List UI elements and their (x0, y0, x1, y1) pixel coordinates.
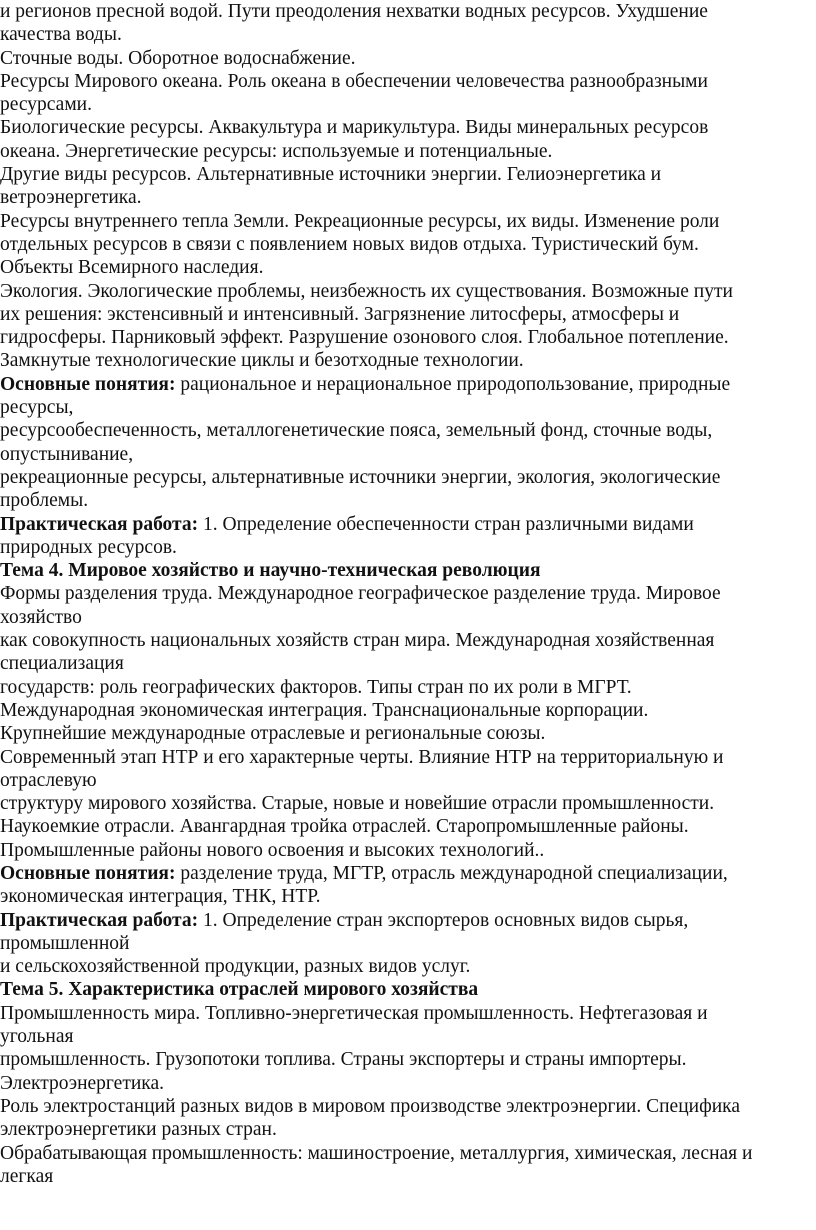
text-line (0, 373, 812, 396)
text-segment: рациональное и нерациональное природопользование, природные (175, 373, 731, 395)
text-segment: Биологические ресурсы. Аквакультура и марикультура. Виды минеральных ресурсов (0, 117, 709, 139)
text-segment: Наукоемкие отрасли. Авангардная тройка отраслей. Старопромышленные районы. (0, 816, 689, 838)
text-line (0, 978, 812, 1001)
text-line (0, 652, 812, 675)
text-line (0, 116, 812, 139)
text-segment: ресурсообеспеченность, металлогенетические пояса, земельный фонд, сточные воды, (0, 420, 713, 442)
text-segment: и регионов пресной водой. Пути преодоления нехватки водных ресурсов. Ухудшение (0, 1, 708, 22)
text-line (0, 932, 812, 955)
bold-text-segment: Основные понятия: (0, 862, 176, 884)
text-line (0, 0, 812, 23)
text-segment: специализация (0, 653, 124, 675)
text-line (0, 536, 812, 559)
text-line (0, 746, 812, 769)
text-segment: их решения: экстенсивный и интенсивный. Загрязнение литосферы, атмосферы и (0, 303, 680, 325)
text-segment: опустынивание, (0, 443, 134, 465)
text-line (0, 47, 812, 70)
text-line (0, 722, 812, 745)
text-line (0, 513, 812, 536)
text-segment: электроэнергетики разных стран. (0, 1119, 277, 1141)
text-line (0, 256, 812, 279)
bold-text-segment: Практическая работа: (0, 513, 199, 535)
text-line (0, 885, 812, 908)
text-line (0, 303, 812, 326)
text-segment: Международная экономическая интеграция. Транснациональные корпорации. (0, 699, 649, 721)
text-segment: Промышленные районы нового освоения и высоких технологий.. (0, 839, 545, 861)
text-line (0, 1072, 812, 1095)
text-line (0, 582, 812, 605)
text-segment: отраслевую (0, 769, 97, 791)
text-segment: рекреационные ресурсы, альтернативные источники энергии, экология, экологические (0, 466, 721, 488)
text-line (0, 699, 812, 722)
text-line (0, 210, 812, 233)
text-line (0, 396, 812, 419)
text-segment: угольная (0, 1026, 74, 1048)
text-segment: качества воды. (0, 24, 122, 46)
text-line (0, 1025, 812, 1048)
text-segment: проблемы. (0, 490, 89, 512)
text-segment: Промышленность мира. Топливно-энергетическая промышленность. Нефтегазовая и (0, 1002, 708, 1024)
bold-text-segment: Тема 4. Мировое хозяйство и научно-техническая революция (0, 560, 541, 582)
text-line (0, 629, 812, 652)
text-line (0, 862, 812, 885)
text-segment: 1. Определение обеспеченности стран различными видами (198, 513, 694, 535)
text-line (0, 419, 812, 442)
text-line (0, 1002, 812, 1025)
bold-text-segment: Тема 5. Характеристика отраслей мирового хозяйства (0, 979, 479, 1001)
text-segment: Крупнейшие международные отраслевые и региональные союзы. (0, 723, 546, 745)
text-segment: легкая (0, 1165, 54, 1187)
text-segment: Ресурсы внутреннего тепла Земли. Рекреационные ресурсы, их виды. Изменение роли (0, 210, 720, 232)
text-line (0, 955, 812, 978)
text-line (0, 70, 812, 93)
text-segment: Электроэнергетика. (0, 1072, 164, 1094)
text-segment: Другие виды ресурсов. Альтернативные источники энергии. Гелиоэнергетика и (0, 164, 662, 186)
text-line (0, 186, 812, 209)
text-line (0, 140, 812, 163)
text-line (0, 1048, 812, 1071)
text-segment: государств: роль географических факторов. Типы стран по их роли в МГРТ. (0, 676, 632, 698)
bold-text-segment: Основные понятия: (0, 373, 176, 395)
text-segment: Экология. Экологические проблемы, неизбежность их существования. Возможные пути (0, 280, 733, 302)
text-segment: и сельскохозяйственной продукции, разных видов услуг. (0, 956, 471, 978)
text-segment: ветроэнергетика. (0, 187, 142, 209)
text-line (0, 489, 812, 512)
text-segment: Обрабатывающая промышленность: машиностроение, металлургия, химическая, лесная и (0, 1142, 753, 1164)
text-segment: Современный этап НТР и его характерные черты. Влияние НТР на территориальную и (0, 746, 724, 768)
text-line (0, 676, 812, 699)
text-segment: промышленность. Грузопотоки топлива. Страны экспортеры и страны импортеры. (0, 1049, 687, 1071)
text-segment: Роль электростанций разных видов в мировом производстве электроэнергии. Специфика (0, 1095, 740, 1117)
text-segment: природных ресурсов. (0, 536, 177, 558)
text-segment: промышленной (0, 932, 130, 954)
text-segment: структуру мирового хозяйства. Старые, новые и новейшие отрасли промышленности. (0, 793, 715, 815)
text-segment: хозяйство (0, 606, 82, 628)
text-segment: ресурсы, (0, 397, 74, 419)
text-segment: Формы разделения труда. Международное географическое разделение труда. Мировое (0, 583, 721, 605)
text-segment: Замкнутые технологические циклы и безотходные технологии. (0, 350, 524, 372)
text-line (0, 1142, 812, 1165)
text-line (0, 326, 812, 349)
text-line (0, 349, 812, 372)
text-line (0, 233, 812, 256)
text-segment: Сточные воды. Оборотное водоснабжение. (0, 47, 356, 69)
text-segment: отдельных ресурсов в связи с появлением новых видов отдыха. Туристический бум. (0, 233, 699, 255)
text-line (0, 1118, 812, 1141)
text-line (0, 606, 812, 629)
text-line (0, 792, 812, 815)
text-line (0, 466, 812, 489)
text-segment: 1. Определение стран экспортеров основных видов сырья, (198, 909, 689, 931)
text-line (0, 163, 812, 186)
bold-text-segment: Практическая работа: (0, 909, 199, 931)
text-segment: Ресурсы Мирового океана. Роль океана в обеспечении человечества разнообразными (0, 70, 708, 92)
text-segment: как совокупность национальных хозяйств стран мира. Международная хозяйственная (0, 630, 715, 652)
text-line (0, 93, 812, 116)
text-line (0, 815, 812, 838)
text-line (0, 909, 812, 932)
text-line (0, 1165, 812, 1188)
text-segment: океана. Энергетические ресурсы: используемые и потенциальные. (0, 140, 553, 162)
text-segment: экономическая интеграция, ТНК, НТР. (0, 886, 321, 908)
text-line (0, 443, 812, 466)
text-line (0, 769, 812, 792)
text-segment: Объекты Всемирного наследия. (0, 257, 264, 279)
text-segment: гидросферы. Парниковый эффект. Разрушение озонового слоя. Глобальное потепление. (0, 327, 729, 349)
text-segment: ресурсами. (0, 94, 92, 116)
text-segment: разделение труда, МГТР, отрасль международной специализации, (175, 862, 728, 884)
text-line (0, 559, 812, 582)
text-line (0, 23, 812, 46)
text-line (0, 280, 812, 303)
text-line (0, 839, 812, 862)
text-line (0, 1095, 812, 1118)
